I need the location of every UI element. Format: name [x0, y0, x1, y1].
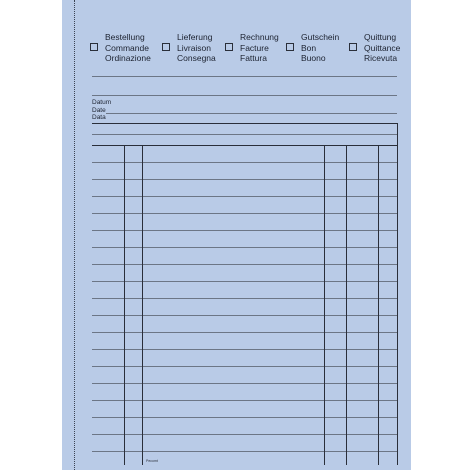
table-row-line[interactable] [92, 264, 397, 265]
checkbox-icon[interactable] [162, 43, 170, 51]
table-row-line[interactable] [92, 247, 397, 248]
option-label: Livraison [177, 42, 212, 53]
option-label: Bestellung [105, 32, 145, 42]
table-top-border [92, 123, 397, 124]
date-label: Data [92, 114, 106, 122]
option-label: Quittung [364, 32, 397, 42]
perforation-line [74, 0, 75, 470]
table-row-line[interactable] [92, 400, 397, 401]
table-row-line[interactable] [92, 281, 397, 282]
address-line[interactable] [92, 95, 397, 96]
imprint-text: Pecomt [146, 459, 158, 463]
table-column-divider [324, 145, 325, 465]
option-label: Buono [301, 53, 326, 63]
table-row-line[interactable] [92, 349, 397, 350]
checkbox-icon[interactable] [90, 43, 98, 51]
table-row-line[interactable] [92, 332, 397, 333]
table-row-line[interactable] [92, 366, 397, 367]
table-row-line[interactable] [92, 434, 397, 435]
option-label: Lieferung [177, 32, 213, 42]
option-label: Quittance [364, 42, 401, 53]
table-row-line[interactable] [92, 196, 397, 197]
table-row-line[interactable] [92, 213, 397, 214]
table-row-line[interactable] [92, 298, 397, 299]
checkbox-icon[interactable] [225, 43, 233, 51]
table-header-line [92, 145, 397, 146]
table-row-line[interactable] [92, 417, 397, 418]
table-column-divider [142, 145, 143, 465]
option-label: Gutschein [301, 32, 340, 42]
option-label: Fattura [240, 53, 267, 63]
table-header-line [92, 134, 397, 135]
table-row-line[interactable] [92, 383, 397, 384]
date-line[interactable] [106, 113, 397, 114]
table-column-divider [378, 145, 379, 465]
option-label: Rechnung [240, 32, 279, 42]
table-right-border [397, 123, 398, 465]
checkbox-icon[interactable] [349, 43, 357, 51]
date-label: Date [92, 106, 106, 114]
table-row-line[interactable] [92, 451, 397, 452]
checkbox-icon[interactable] [286, 43, 294, 51]
table-row-line[interactable] [92, 162, 397, 163]
date-label: Datum [92, 99, 112, 106]
option-label: Consegna [177, 53, 216, 63]
option-label: Facture [240, 42, 269, 53]
table-column-divider [124, 145, 125, 465]
table-row-line[interactable] [92, 179, 397, 180]
date-labels [92, 99, 111, 122]
option-label: Ricevuta [364, 53, 398, 63]
table-row-line[interactable] [92, 230, 397, 231]
option-label: Bon [301, 42, 317, 53]
option-label: Ordinazione [105, 53, 151, 63]
table-column-divider [346, 145, 347, 465]
address-line[interactable] [92, 76, 397, 77]
option-label: Commande [105, 42, 149, 53]
table-row-line[interactable] [92, 315, 397, 316]
